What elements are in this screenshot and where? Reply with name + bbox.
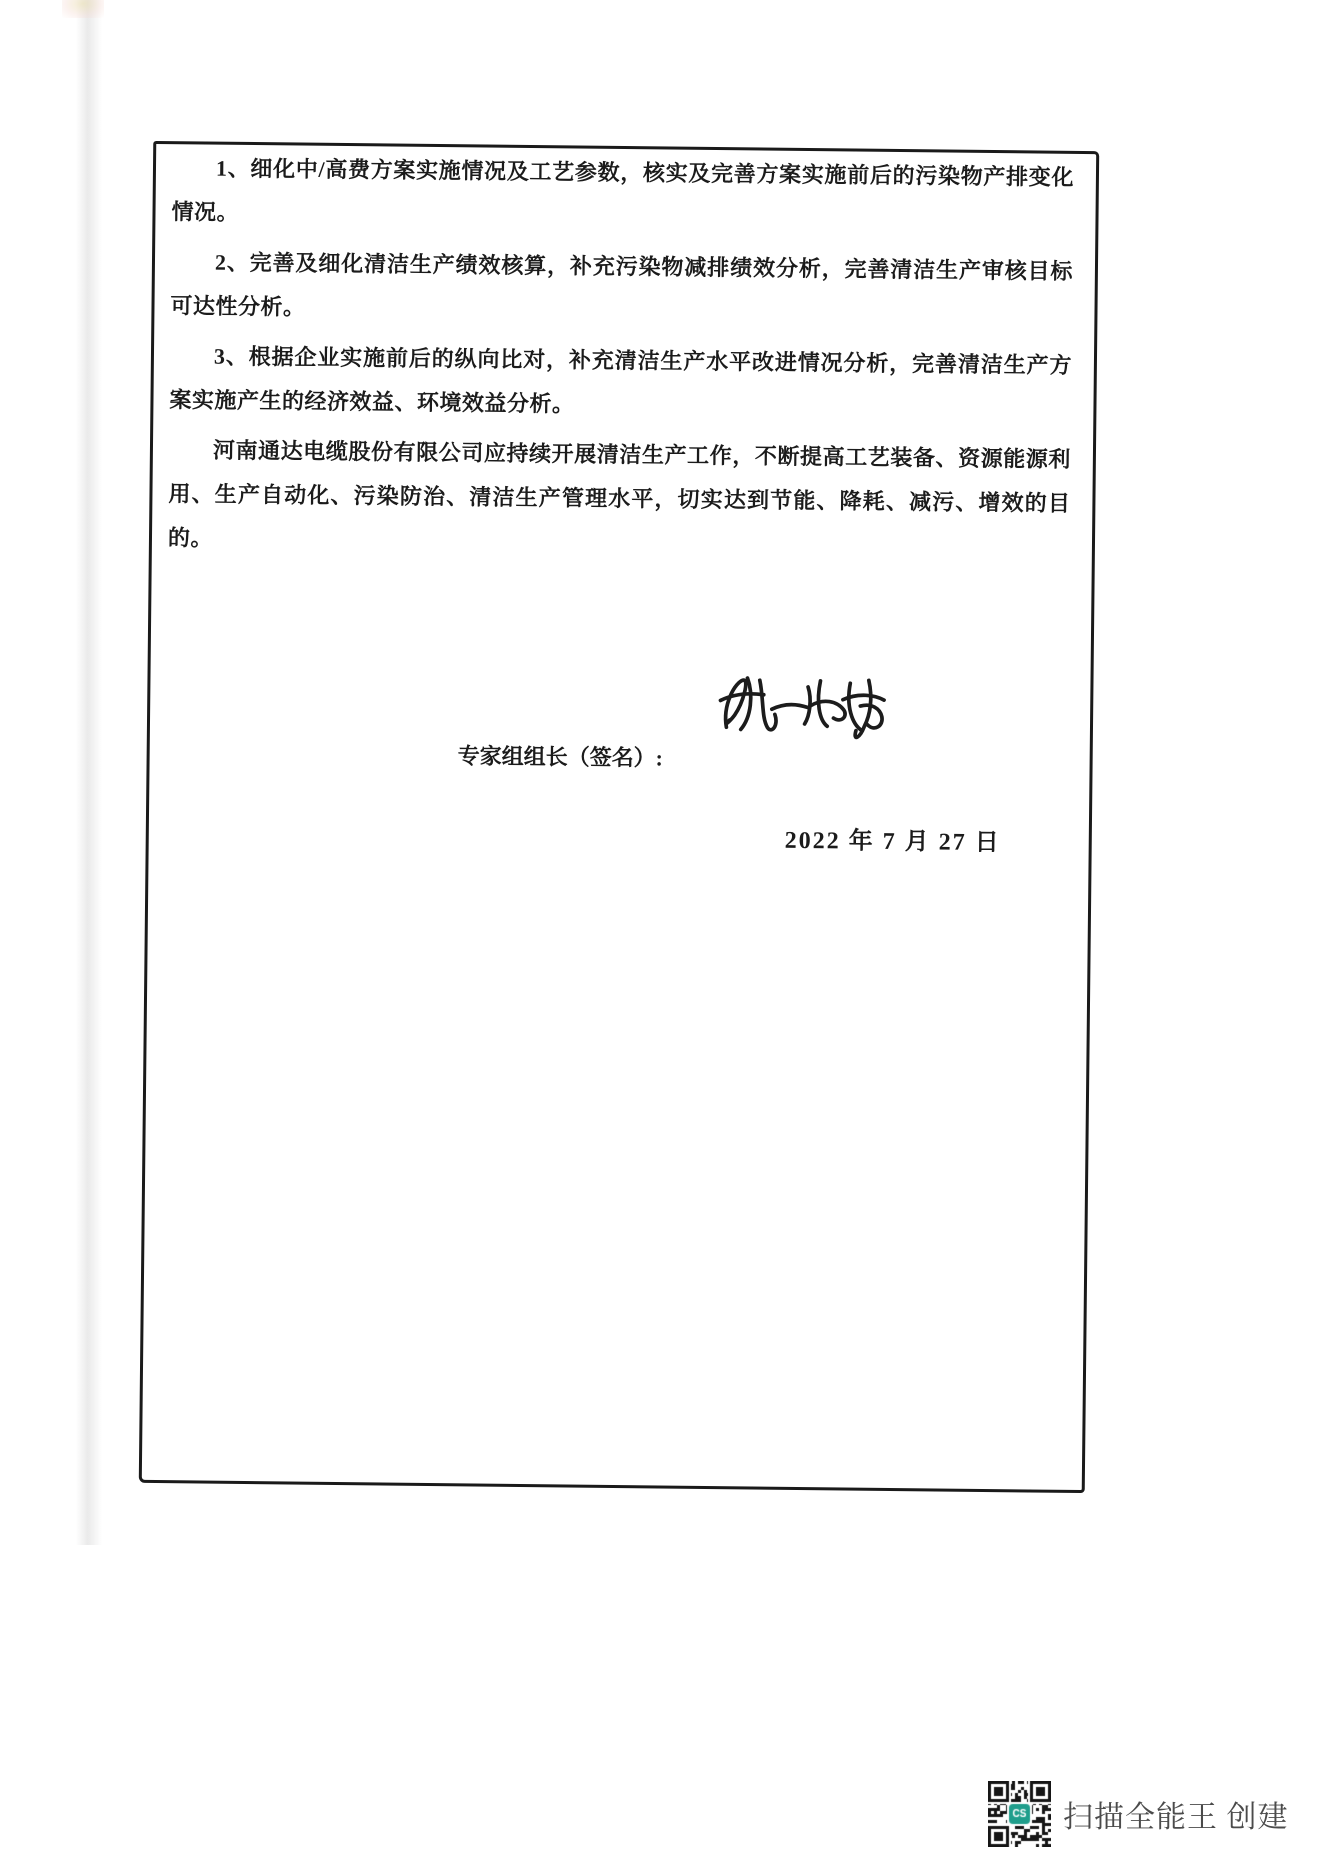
date-row bbox=[149, 820, 1089, 858]
paragraph-2: 2、完善及细化清洁生产绩效核算，补充污染物减排绩效分析，完善清洁生产审核目标可达性分析。 bbox=[170, 249, 1074, 320]
paragraph-3: 3、根据企业实施前后的纵向比对，补充清洁生产水平改进情况分析，完善清洁生产方案实施产生的经济效益、环境效益分析。 bbox=[169, 343, 1073, 417]
watermark-text: 扫描全能王 创建 bbox=[1063, 1801, 1289, 1834]
paragraph-1: 1、细化中/高费方案实施情况及工艺参数，核实及完善方案实施前后的污染物产排变化情况。 bbox=[171, 155, 1075, 225]
qr-code bbox=[988, 1781, 1051, 1847]
scan-smudge bbox=[62, 0, 104, 18]
date-text: 2022 年 7 月 27 日 bbox=[784, 827, 1001, 857]
document-border-box bbox=[139, 141, 1099, 1493]
body-text-block bbox=[152, 144, 1096, 570]
camscanner-watermark bbox=[988, 1781, 1289, 1847]
handwritten-signature bbox=[712, 662, 893, 754]
signature-row bbox=[150, 738, 1090, 778]
paragraph-4: 河南通达电缆股份有限公司应持续开展清洁生产工作，不断提高工艺装备、资源能源利用、生产自动化、污染防治、清洁生产管理水平，切实达到节能、降耗、减污、增效的目的。 bbox=[167, 437, 1072, 551]
scan-edge-shadow bbox=[76, 0, 102, 1545]
signature-label: 专家组组长（签名）: bbox=[457, 743, 664, 771]
